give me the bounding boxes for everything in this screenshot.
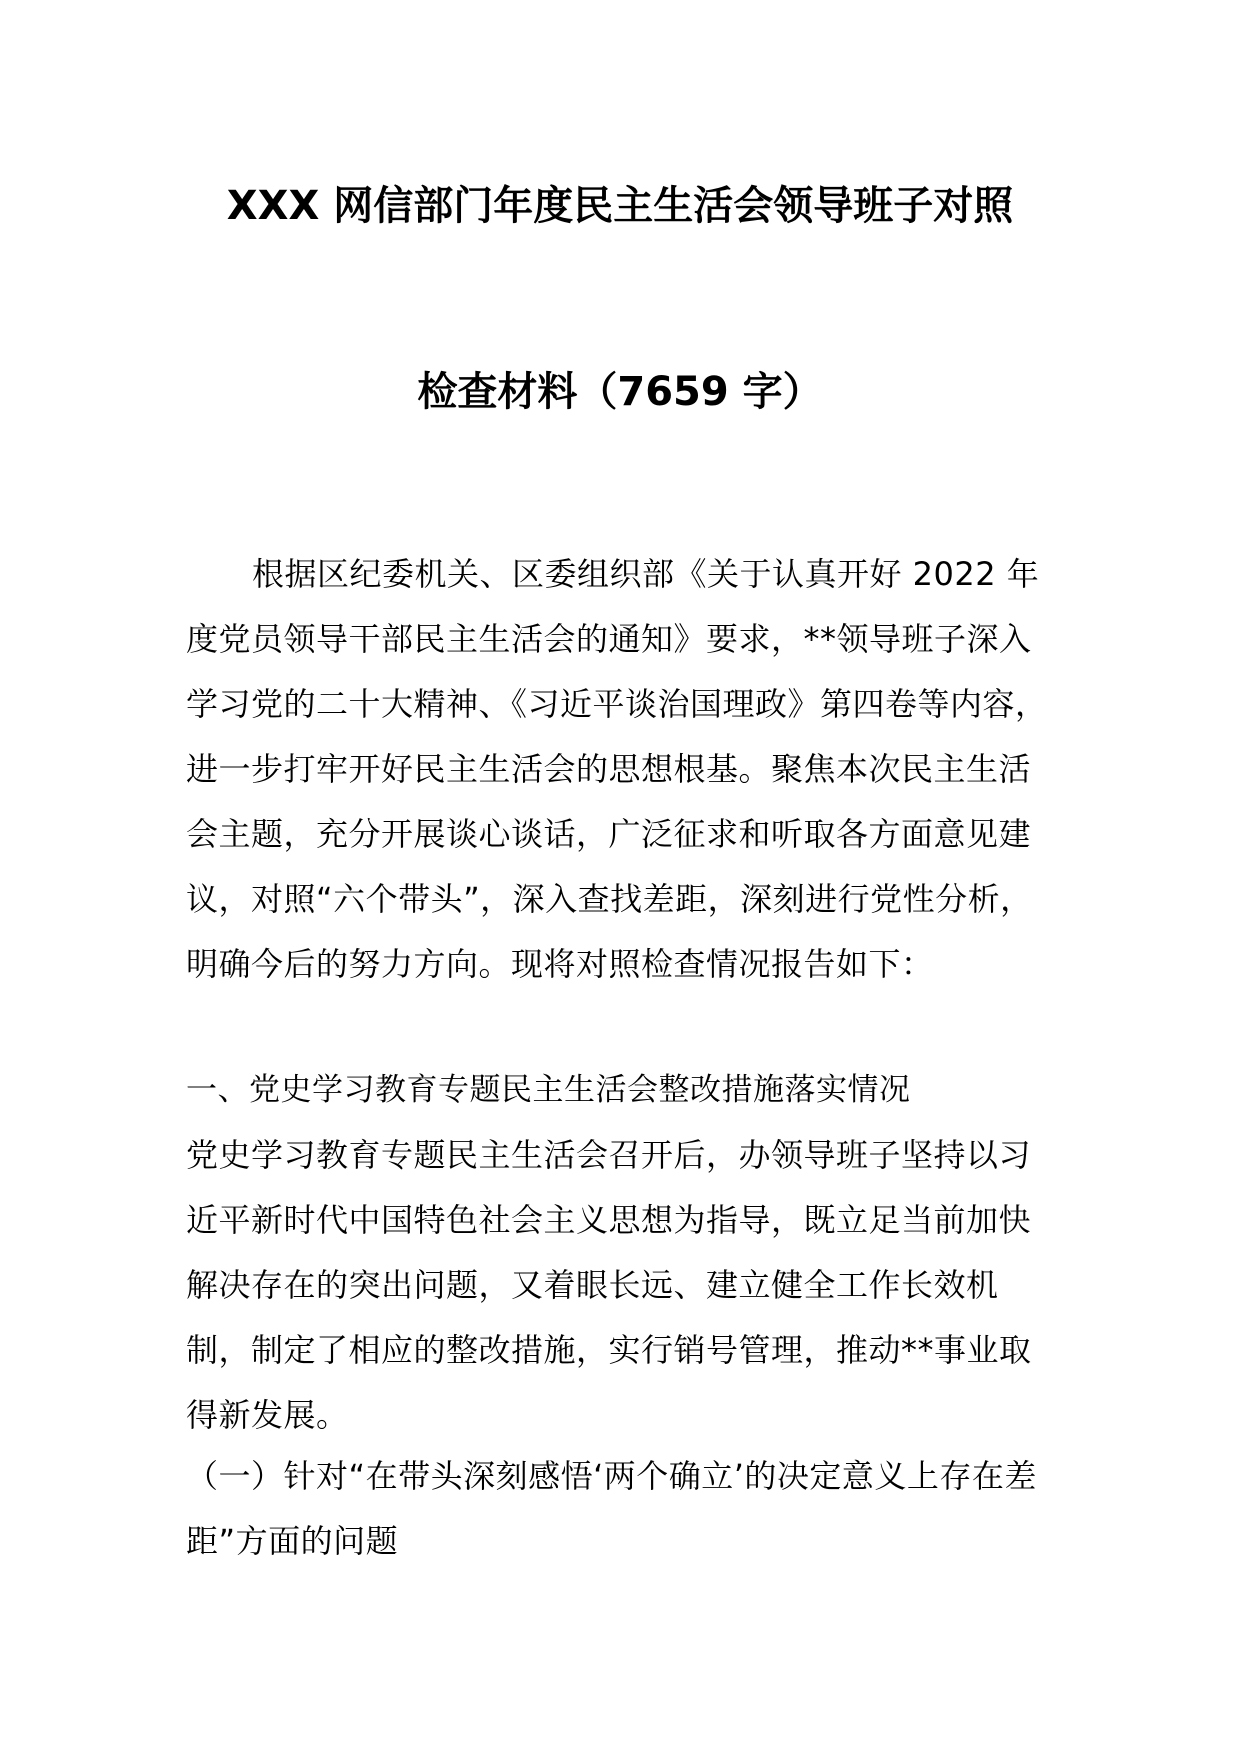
section-1-heading: 一、党史学习教育专题民主生活会整改措施落实情况	[186, 1072, 911, 1108]
section-1-body-block	[186, 1123, 1054, 1448]
intro-paragraph-block	[186, 542, 1054, 997]
section-1-body: 党史学习教育专题民主生活会召开后，办领导班子坚持以习近平新时代中国特色社会主义思想为指导，既立足当前加快解决存在的突出问题，又着眼长远、建立健全工作长效机制，制定了相应的整改措施，实行销号管理，推动**事业取得新发展。	[186, 1136, 1032, 1434]
document-title-line-1: XXX 网信部门年度民主生活会领导班子对照	[226, 183, 1014, 229]
section-1-heading-block	[186, 1058, 1054, 1123]
subsection-1-heading-block	[186, 1444, 1054, 1574]
intro-paragraph: 根据区纪委机关、区委组织部《关于认真开好 2022 年度党员领导干部民主生活会的通知》要求，**领导班子深入学习党的二十大精神、《习近平谈治国理政》第四卷等内容，进一步打牢开好民主生活会的思想根基。聚焦本次民主生活会主题，充分开展谈心谈话，广泛征求和听取各方面意见建议，对照“六个带头”，深入查找差距，深刻进行党性分析，明确今后的努力方向。现将对照检查情况报告如下：	[186, 555, 1048, 983]
subsection-1-heading: （一）针对“在带头深刻感悟‘两个确立’的决定意义上存在差距”方面的问题	[186, 1457, 1037, 1560]
document-title-line-2: 检查材料（7659 字）	[417, 369, 823, 415]
